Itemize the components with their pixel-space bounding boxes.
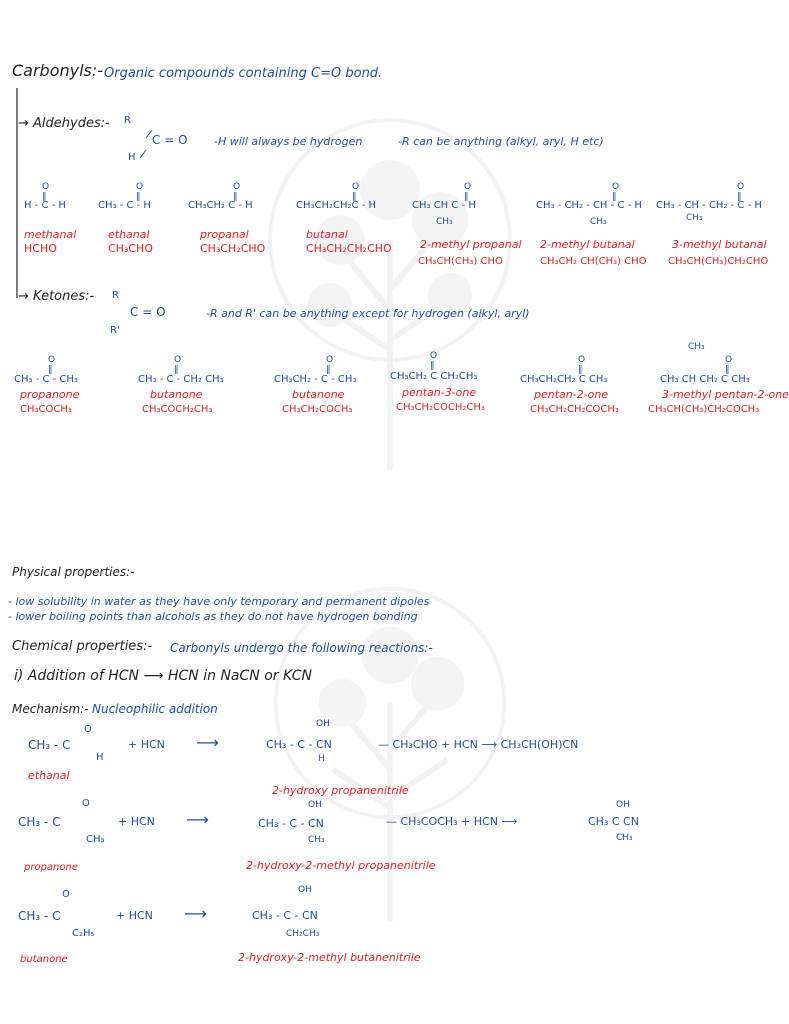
ketone-structure: CH₃ CH CH₂ C CH₃ xyxy=(660,374,750,385)
ketone-formula: CH₃CH(CH₃)CH₂COCH₃ xyxy=(648,404,760,415)
aldehyde-name: 3-methyl butanal xyxy=(672,238,767,251)
aldehyde-formula: CH₃CH(CH₃)CH₂CHO xyxy=(668,256,769,267)
r1-reactant: CH₃ - C xyxy=(28,738,71,752)
aldehyde-substituent: CH₃ xyxy=(436,217,453,227)
ketone-r-prime: R' xyxy=(110,325,120,336)
aldehyde-structure: CH₃ - CH - CH₂ - C - H xyxy=(656,200,762,211)
ketone-formula: CH₃CH₂COCH₂CH₃ xyxy=(396,402,485,413)
ketone-structure: CH₃CH₂ - C - CH₃ xyxy=(274,374,357,385)
ketone-co-mark: O ‖ xyxy=(578,355,586,375)
r1-alternative: — CH₃CHO + HCN ⟶ CH₃CH(OH)CN xyxy=(378,738,579,751)
aldehyde-name: butanal xyxy=(306,228,348,241)
reaction-heading: i) Addition of HCN ⟶ HCN in NaCN or KCN xyxy=(14,668,313,684)
aldehyde-formula: CH₃CHO xyxy=(108,242,153,255)
r1-plus-hcn: + HCN xyxy=(128,738,165,751)
ketone-co-mark: O ‖ xyxy=(326,355,334,375)
aldehyde-co: C = O xyxy=(152,133,188,147)
ketone-name: butanone xyxy=(150,388,203,401)
r2-reactant-ch3: CH₃ xyxy=(86,834,105,845)
r3-reactant: CH₃ - C xyxy=(18,909,61,923)
ketone-co-mark: O ‖ xyxy=(430,351,438,371)
ketone-name: propanone xyxy=(20,388,80,401)
ketone-structure: CH₃ - C - CH₂ CH₃ xyxy=(138,374,224,385)
r3-reactant-sub: C₂H₅ xyxy=(72,928,95,939)
r2-product: CH₃ - C - CN xyxy=(258,817,324,830)
aldehyde-co-mark: O ‖ xyxy=(612,182,620,202)
physical-heading: Physical properties:- xyxy=(12,565,135,579)
aldehyde-name: ethanal xyxy=(108,228,150,241)
aldehyde-note-h: -H will always be hydrogen xyxy=(214,135,363,148)
aldehyde-name: 2-methyl butanal xyxy=(540,238,635,251)
aldehyde-structure: CH₃ - CH₂ - CH - C - H xyxy=(536,200,642,211)
ketone-r: R xyxy=(112,290,119,301)
aldehyde-formula: CH₃CH₂CH₂CHO xyxy=(306,242,392,255)
r3-product-top: OH xyxy=(298,885,312,895)
aldehyde-name: propanal xyxy=(200,228,249,241)
r2-reactant-name: propanone xyxy=(24,862,78,873)
ketone-name: pentan-2-one xyxy=(534,388,609,401)
r2-plus-hcn: + HCN xyxy=(118,815,155,828)
aldehyde-structure: CH₃CH₂CH₂C - H xyxy=(296,200,376,211)
aldehyde-name: 2-methyl propanal xyxy=(420,238,522,251)
r2-reactant: CH₃ - C xyxy=(18,815,61,829)
aldehyde-structure: H - C - H xyxy=(24,200,66,211)
r3-product: CH₃ - C - CN xyxy=(252,909,318,922)
aldehyde-formula: CH₃CH₂CHO xyxy=(200,242,266,255)
ketone-structure: CH₃CH₂CH₂ C CH₃ xyxy=(520,374,608,385)
ketone-substituent: CH₃ xyxy=(688,342,705,352)
mechanism-label: Mechanism:- xyxy=(12,702,89,716)
r2-alternative: — CH₃COCH₃ + HCN ⟶ xyxy=(386,815,518,828)
r3-product-name: 2-hydroxy-2-methyl butanenitrile xyxy=(238,951,421,964)
r1-product-bottom: H xyxy=(318,754,325,764)
ketone-name: pentan-3-one xyxy=(402,386,477,399)
r2-product-name: 2-hydroxy-2-methyl propanenitrile xyxy=(246,859,436,872)
ketone-note: -R and R' can be anything except for hydrogen (alkyl, aryl) xyxy=(206,307,530,320)
r1-product-top: OH xyxy=(316,719,330,729)
r2-alt-top: OH xyxy=(616,800,630,810)
physical-point: - lower boiling points than alcohols as they do not have hydrogen bonding xyxy=(8,610,418,623)
r1-product: CH₃ - C - CN xyxy=(266,738,332,751)
aldehyde-co-mark: O ‖ xyxy=(233,182,241,202)
r2-arrow: ⟶ xyxy=(186,810,209,829)
r1-reactant-name: ethanal xyxy=(28,769,70,782)
ketone-co-mark: O ‖ xyxy=(48,355,56,375)
r1-arrow: ⟶ xyxy=(196,733,219,752)
r2-product-bottom: CH₃ xyxy=(308,835,325,845)
r2-reactant-o: O xyxy=(82,798,90,809)
ketone-name: butanone xyxy=(292,388,345,401)
r2-alt-product: CH₃ C CN xyxy=(588,815,639,828)
ketone-structure: CH₃ - C - CH₃ xyxy=(14,374,78,385)
ketones-label: → Ketones:- xyxy=(18,289,95,304)
aldehyde-co-mark: O ‖ xyxy=(352,182,360,202)
aldehyde-h: H xyxy=(128,152,136,163)
r2-alt-bottom: CH₃ xyxy=(616,833,633,843)
aldehyde-co-mark: O ‖ xyxy=(136,182,144,202)
aldehyde-co-mark: O ‖ xyxy=(737,182,745,202)
physical-point: - low solubility in water as they have only temporary and permanent dipoles xyxy=(8,595,430,608)
r1-reactant-h: H xyxy=(96,752,104,763)
aldehyde-co-mark: O ‖ xyxy=(42,182,50,202)
r1-reactant-o: O xyxy=(84,724,92,735)
ketone-co-mark: O ‖ xyxy=(174,355,182,375)
ketone-structure: CH₃CH₂ C CH₂CH₃ xyxy=(390,371,478,382)
r1-product-name: 2-hydroxy propanenitrile xyxy=(272,784,409,797)
aldehyde-co-mark: O ‖ xyxy=(464,182,472,202)
r3-plus-hcn: + HCN xyxy=(116,909,153,922)
aldehyde-structure: CH₃ CH C - H xyxy=(412,200,476,211)
chemical-text: Carbonyls undergo the following reactions:- xyxy=(170,641,433,655)
ketone-name: 3-methyl pentan-2-one xyxy=(662,388,789,401)
r3-product-bottom: CH₂CH₃ xyxy=(286,929,320,939)
r2-product-top: OH xyxy=(308,800,322,810)
aldehyde-substituent: CH₃ xyxy=(590,217,607,227)
ketone-formula: CH₃CH₂CH₂COCH₃ xyxy=(530,404,619,415)
ketone-formula: CH₃CH₂COCH₃ xyxy=(282,404,353,415)
aldehyde-formula: CH₃CH(CH₃) CHO xyxy=(418,256,503,267)
carbonyls-heading: Carbonyls:- xyxy=(12,61,104,80)
ketone-formula: CH₃COCH₃ xyxy=(20,404,72,415)
ketone-formula: CH₃COCH₂CH₃ xyxy=(142,404,213,415)
aldehyde-structure: CH₃CH₂ C - H xyxy=(188,200,253,211)
chemical-heading: Chemical properties:- xyxy=(12,639,153,654)
r3-reactant-o: O xyxy=(62,889,70,900)
carbonyls-definition: Organic compounds containing C=O bond. xyxy=(104,66,383,81)
aldehyde-r: R xyxy=(124,115,131,126)
aldehyde-structure: CH₃ - C - H xyxy=(98,200,151,211)
aldehyde-formula: HCHO xyxy=(24,242,57,255)
mechanism-text: Nucleophilic addition xyxy=(92,702,218,716)
r3-reactant-name: butanone xyxy=(20,954,68,965)
aldehyde-substituent: CH₃ xyxy=(686,213,703,223)
aldehyde-formula: CH₃CH₂ CH(CH₃) CHO xyxy=(540,256,647,267)
r3-arrow: ⟶ xyxy=(184,904,207,923)
aldehyde-note-r: -R can be anything (alkyl, aryl, H etc) xyxy=(398,135,604,148)
aldehyde-name: methanal xyxy=(24,228,77,241)
aldehydes-label: → Aldehydes:- xyxy=(18,116,110,131)
ketone-co-mark: O ‖ xyxy=(725,355,733,375)
ketone-co: C = O xyxy=(130,305,166,319)
